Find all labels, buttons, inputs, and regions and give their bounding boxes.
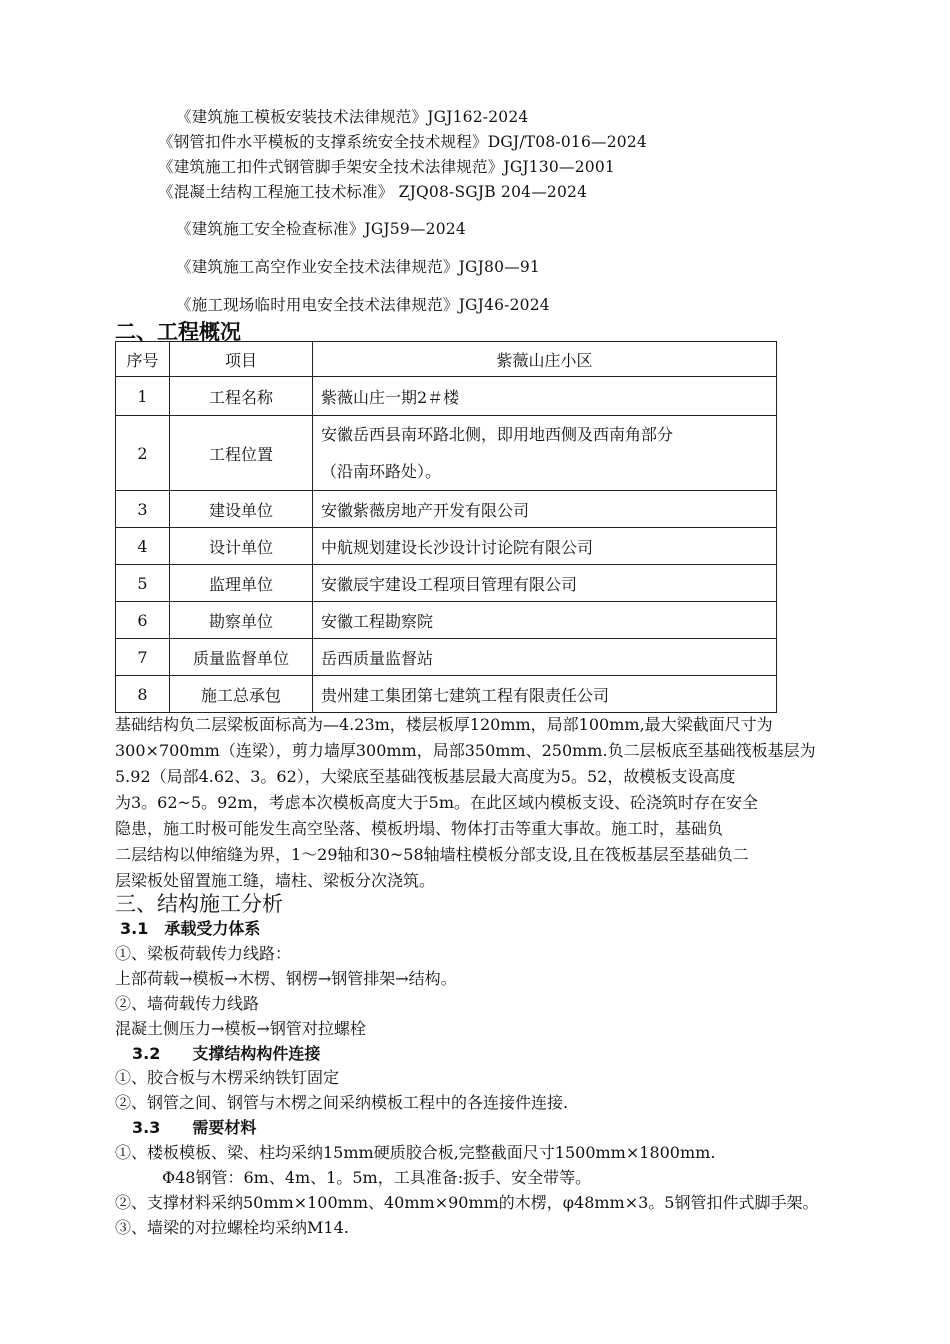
row-number: 2 bbox=[116, 416, 170, 491]
reference-line: 《建筑施工安全检查标准》JGJ59—2024 bbox=[176, 220, 466, 238]
row-number: 4 bbox=[116, 528, 170, 565]
content-line: 混凝土侧压力→模板→钢管对拉螺栓 bbox=[115, 1019, 366, 1038]
reference-line: 《建筑施工扣件式钢管脚手架安全技术法律规范》JGJ130—2001 bbox=[158, 158, 615, 176]
row-value bbox=[313, 416, 777, 491]
row-number: 8 bbox=[116, 676, 170, 713]
table-header-row bbox=[116, 342, 777, 377]
reference-line: 《钢管扣件水平模板的支撑系统安全技术规程》DGJ/T08-016—2024 bbox=[158, 133, 647, 151]
row-value: 安徽紫薇房地产开发有限公司 bbox=[313, 491, 777, 528]
reference-line: 《建筑施工模板安装技术法律规范》JGJ162-2024 bbox=[176, 108, 529, 126]
subsection-title: 3.3 需要材料 bbox=[132, 1118, 257, 1137]
reference-line: 《混凝土结构工程施工技术标准》 ZJQ08-SGJB 204—2024 bbox=[158, 183, 588, 201]
row-value: 安徽工程勘察院 bbox=[313, 602, 777, 639]
table-row bbox=[116, 639, 777, 676]
paragraph-line: 隐患，施工时极可能发生高空坠落、模板坍塌、物体打击等重大事故。施工时，基础负 bbox=[115, 819, 724, 838]
table-row bbox=[116, 602, 777, 639]
reference-line: 《施工现场临时用电安全技术法律规范》JGJ46-2024 bbox=[176, 296, 550, 314]
section-title: 三、结构施工分析 bbox=[115, 892, 283, 916]
table-row bbox=[116, 565, 777, 602]
header-cell: 序号 bbox=[116, 342, 170, 377]
row-value: 贵州建工集团第七建筑工程有限责任公司 bbox=[313, 676, 777, 713]
row-item: 施工总承包 bbox=[170, 676, 313, 713]
row-number: 3 bbox=[116, 491, 170, 528]
header-cell: 项目 bbox=[170, 342, 313, 377]
paragraph-line: 5.92（局部4.62、3。62），大梁底至基础筏板基层最大高度为5。52，故模板支设高度 bbox=[115, 767, 736, 786]
content-line: ③、墙梁的对拉螺栓均采纳M14. bbox=[115, 1218, 349, 1237]
paragraph-line: 二层结构以伸缩缝为界，1～29轴和30~58轴墙柱模板分部支设,且在筏板基层至基础负二 bbox=[115, 845, 749, 864]
table-row bbox=[116, 416, 777, 491]
project-info-table bbox=[115, 341, 777, 713]
subsection-title: 3.2 支撑结构构件连接 bbox=[132, 1044, 321, 1063]
subsection-title: 3.1 承载受力体系 bbox=[120, 919, 261, 938]
content-line: ①、梁板荷载传力线路： bbox=[115, 944, 292, 963]
table-row bbox=[116, 676, 777, 713]
content-line: ②、墙荷载传力线路 bbox=[115, 994, 260, 1013]
row-value: 岳西质量监督站 bbox=[313, 639, 777, 676]
row-value-line: 安徽岳西县南环路北侧，即用地西侧及西南角部分 bbox=[321, 425, 674, 444]
row-item: 建设单位 bbox=[170, 491, 313, 528]
row-item: 监理单位 bbox=[170, 565, 313, 602]
table-row bbox=[116, 528, 777, 565]
row-value: 中航规划建设长沙设计讨论院有限公司 bbox=[313, 528, 777, 565]
row-value-line: （沿南环路处）。 bbox=[321, 462, 442, 481]
section-title: 二、工程概况 bbox=[115, 320, 241, 344]
paragraph-line: 300×700mm（连梁），剪力墙厚300mm，局部350mm、250mm.负二层板底至基础筏板基层为 bbox=[115, 741, 816, 760]
content-line: ①、胶合板与木楞采纳铁钉固定 bbox=[115, 1068, 340, 1087]
row-number: 6 bbox=[116, 602, 170, 639]
row-number: 1 bbox=[116, 377, 170, 416]
row-value: 紫薇山庄一期2＃楼 bbox=[313, 377, 777, 416]
header-cell: 紫薇山庄小区 bbox=[313, 342, 777, 377]
reference-line: 《建筑施工高空作业安全技术法律规范》JGJ80—91 bbox=[176, 258, 540, 276]
content-line: 上部荷载→模板→木楞、钢楞→钢管排架→结构。 bbox=[115, 969, 457, 988]
paragraph-line: 层梁板处留置施工缝，墙柱、梁板分次浇筑。 bbox=[115, 871, 436, 890]
content-line: ②、钢管之间、钢管与木楞之间采纳模板工程中的各连接件连接. bbox=[115, 1093, 569, 1112]
paragraph-line: 为3。62~5。92m，考虑本次模板高度大于5m。在此区域内模板支设、砼浇筑时存在安全 bbox=[115, 793, 759, 812]
content-line: Φ48钢管：6m、4m、1。5m，工具准备:扳手、安全带等。 bbox=[162, 1168, 592, 1187]
row-item: 工程位置 bbox=[170, 416, 313, 491]
row-number: 7 bbox=[116, 639, 170, 676]
row-item: 设计单位 bbox=[170, 528, 313, 565]
paragraph-line: 基础结构负二层梁板面标高为—4.23m，楼层板厚120mm，局部100mm,最大梁截面尺寸为 bbox=[115, 715, 773, 734]
row-item: 勘察单位 bbox=[170, 602, 313, 639]
row-value: 安徽辰宇建设工程项目管理有限公司 bbox=[313, 565, 777, 602]
table-row bbox=[116, 377, 777, 416]
row-number: 5 bbox=[116, 565, 170, 602]
row-item: 质量监督单位 bbox=[170, 639, 313, 676]
table-row bbox=[116, 491, 777, 528]
overview-paragraph bbox=[115, 712, 855, 894]
content-line: ①、楼板模板、梁、柱均采纳15mm硬质胶合板,完整截面尺寸1500mm×1800mm. bbox=[115, 1143, 716, 1162]
row-item: 工程名称 bbox=[170, 377, 313, 416]
content-line: ②、支撑材料采纳50mm×100mm、40mm×90mm的木楞，φ48mm×3。5钢管扣件式脚手架。 bbox=[115, 1193, 819, 1212]
